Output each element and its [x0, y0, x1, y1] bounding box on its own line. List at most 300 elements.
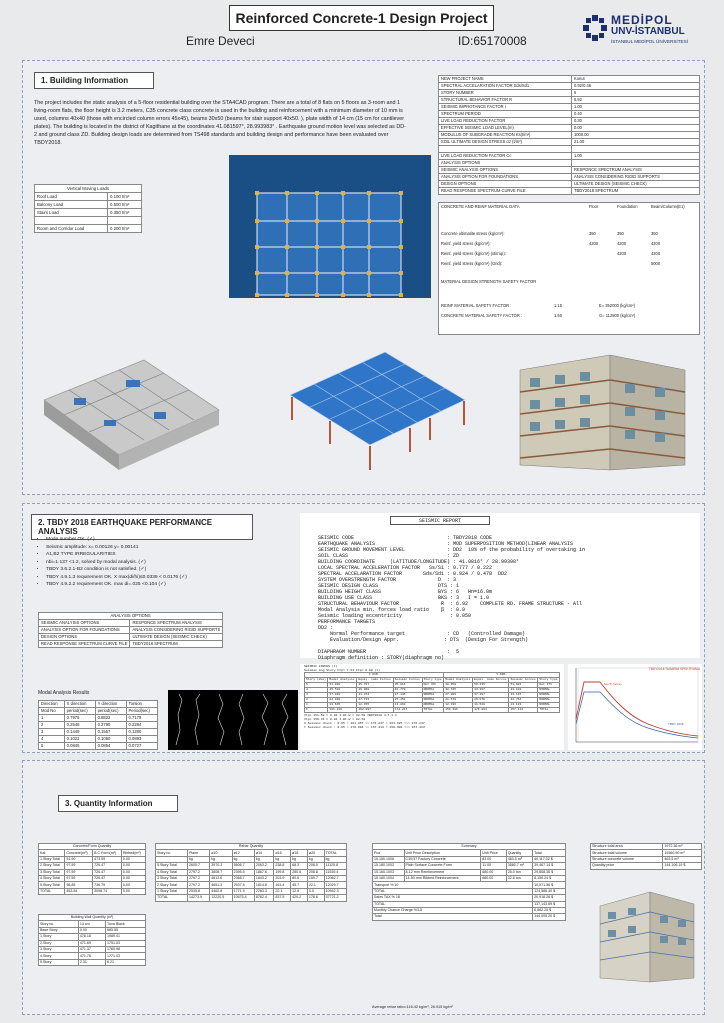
- material-cell: 4200: [617, 241, 627, 246]
- summary-cell: 11.00: [481, 863, 506, 869]
- summary-cell: 83.00: [481, 856, 506, 862]
- modal-cell: period(sec): [64, 708, 95, 715]
- modal-cell: 1: [39, 715, 65, 722]
- force-row: [305, 678, 560, 683]
- wall-cell: Story no: [39, 921, 79, 927]
- modal-row: [39, 708, 158, 715]
- param-cell: 0.40: [571, 111, 699, 118]
- summary-cell: 3580.7 m²: [506, 863, 532, 869]
- wall-cell: 3.Story: [39, 946, 79, 952]
- logo-line-2: UNV-İSTANBUL: [611, 26, 685, 37]
- force-cell: 43.102: [509, 688, 538, 693]
- eq-options-title: ANALYSIS OPTIONS: [39, 613, 223, 620]
- concrete-cell: 98.85: [65, 882, 93, 888]
- wall-cell: 476.18: [78, 934, 105, 940]
- load-row: [35, 201, 142, 209]
- force-cell: NORMAL: [422, 693, 444, 698]
- material-cell: Reinf. yield stress (kg/cm²) (stirrup):: [441, 251, 506, 256]
- forces-header-top: SEISMIC FORCES (t): [304, 664, 338, 668]
- modal-row: [39, 722, 158, 729]
- rebar-cell: 238.8: [274, 863, 291, 869]
- wall-cell: 2.Story: [39, 940, 79, 946]
- summary-cell: Quantity: [506, 850, 532, 856]
- forces-ydir: Y DIR.: [444, 673, 560, 678]
- param-row: [439, 181, 700, 188]
- param-row: [439, 139, 700, 146]
- force-cell: 46.779: [393, 688, 422, 693]
- param-cell: 1.00: [571, 153, 699, 160]
- rebar-cell: 4612.6: [210, 875, 232, 881]
- forces-xdir: X DIR.: [305, 673, 444, 678]
- modal-cell: 3: [39, 729, 65, 736]
- modal-cell: 2: [39, 722, 65, 729]
- param-row: [439, 153, 700, 160]
- material-cell: 5000: [651, 261, 661, 266]
- rebar-cell: 178.6: [307, 895, 324, 901]
- material-cell: 4200: [589, 241, 599, 246]
- force-cell: 27.809: [444, 693, 473, 698]
- safety-cell: G= 112800 (kg/cm²): [599, 313, 636, 318]
- student-id: ID:65170008: [458, 34, 527, 48]
- force-cell: 37.145: [393, 693, 422, 698]
- force-cell: 31.888: [328, 683, 357, 688]
- summary-cell: Unit Price Description: [404, 850, 481, 856]
- summary-cell: 39,467.14 $: [533, 863, 566, 869]
- summary-cell: Poz: [373, 850, 405, 856]
- logo-line-3: İSTANBUL MEDİPOL ÜNİVERSİTESİ: [611, 39, 688, 44]
- concrete-cell: TOTAL: [39, 888, 65, 894]
- university-logo: [583, 10, 703, 50]
- force-cell: 174.247: [393, 708, 422, 713]
- eq-option-row: [39, 620, 223, 627]
- eq-check-item: • TBDY 4.9.1.3 requirement OK. X max(di/hi)≤0.0339 < 0.0176 (✓): [46, 574, 238, 582]
- material-header-foundation: Foundation: [617, 204, 638, 209]
- rebar-cell: kg: [274, 856, 291, 862]
- load-cell: [107, 217, 141, 225]
- modal-cell: 0.7975: [64, 715, 95, 722]
- param-cell: READ RESPONSE SPECTRUM CURVE FILE: [439, 188, 572, 195]
- forces-foot-line: Y Seismic check : 0.95 > 170.904 >> 157.413 > 150.308 >>> 157.413: [304, 725, 425, 729]
- summary-cell: 29,808.36 $: [533, 869, 566, 875]
- material-cell: 350: [589, 231, 596, 236]
- force-cell: 2: [305, 698, 328, 703]
- force-cell: NORMAL: [538, 698, 560, 703]
- rebar-cell: 22.1: [307, 882, 324, 888]
- rebar-cell: 208.8: [307, 869, 324, 875]
- rebar-cell: 80.6: [291, 875, 308, 881]
- structure-cell: Structure concrete volume: [591, 856, 663, 862]
- safety-cell: CONCRETE MATERIAL SAFETY FACTOR :: [441, 313, 523, 318]
- modal-cell: Mod No: [39, 708, 65, 715]
- rebar-cell: ø10: [210, 850, 232, 856]
- force-cell: Modal Analysis: [444, 678, 473, 683]
- eq-check-item: • A1,B2 TYPE IRREGULARITIES: [46, 551, 238, 559]
- summary-cell: Plain Surface Concrete Form: [404, 863, 481, 869]
- eq-option-row: [39, 627, 223, 634]
- loads-title: Vertical Moving Loads: [35, 185, 142, 193]
- section-3-title: 3. Quantity Information: [58, 795, 178, 812]
- concrete-title: Concrete/Form Quantity: [39, 844, 146, 850]
- summary-cell: 25.0 ton: [506, 869, 532, 875]
- force-cell: 13.133: [509, 703, 538, 708]
- param-cell: 5: [571, 90, 699, 97]
- rebar-cell: 837.5: [274, 895, 291, 901]
- rebar-cell: 2797.2: [187, 882, 209, 888]
- force-cell: 161.816: [328, 708, 357, 713]
- force-cell: 5: [305, 683, 328, 688]
- force-cell: 35.014: [393, 683, 422, 688]
- eq-check-item: • Seismic amplitude: x= 0.00126 y= 0.00141: [46, 544, 238, 552]
- param-row: [439, 111, 700, 118]
- rebar-cell: 12.9: [291, 888, 308, 894]
- rebar-cell: 5.Story Total: [156, 863, 188, 869]
- rebar-cell: ø16: [274, 850, 291, 856]
- param-cell: STRUCTURAL BEHAVIOR FACTOR R: [439, 97, 572, 104]
- force-cell: TOTAL: [538, 708, 560, 713]
- param-cell: DESIGN OPTIONS: [439, 181, 572, 188]
- seismic-forces-panel: [300, 664, 564, 750]
- param-cell: STORY NUMBER: [439, 90, 572, 97]
- material-cell: Reinf. yield stress (kg/cm²) (Grid):: [441, 261, 503, 266]
- rebar-cell: 1843.2: [254, 875, 274, 881]
- seismic-report-text: SEISMIC CODE : TBDY2018 CODE EARTHQUAKE ANALYSIS : MOD SUPERPOSITION METHOD(LINEAR ANALYSIS SEISMIC GROUND MOVEMENT LEVEL : DD2 10% of the probability of overtaking in SOIL CLASS : ZD BUILDING COORDINATE (LATITUDE/LONGITUDE) : 41.0816° / 28.99398° LOCAL SPECTRAL ACCELERATION FACTOR Ss/S1 : 0.777 / 0.222 SPECTRAL ACCELARATION FACTOR Sds/Sd1 : 0.924 / 0.478 DD2 SYSTEM OVERSTRENGTH FACTOR D : 3 SEISMIC DESIGN CLASS DTS : 1 BUILDING HEIGHT CLASS BYS : 6 Hn=16.0m BUILDING USE CLASS BKS : 3 I = 1.0 STRUCTURAL BEHAVIOUR FACTOR R : 6.92 COMPLETE RD. FRAME STRUCTURE - All Modal Analysis min. forces load ratio β : 0.9 Seismic loading eccentricity : 0.050 PERFORMANCE TARGETS DD2 : Normal Performance target : CD (Controlled Damage) Evaluation/Design Appr. : DTS (Design For Strength) DIAPHRAGM NUMBER : 5 Diaphragm definition : STORY(diaphragm no): [318, 535, 586, 661]
- rebar-cell: 199.8: [274, 869, 291, 875]
- summary-cell: 680.00: [481, 875, 506, 881]
- param-cell: Konut: [571, 76, 699, 83]
- floor-plan-view: [229, 155, 431, 298]
- rebar-cell: 57721.2: [324, 895, 346, 901]
- average-rebar-ratio: Average rebar ratio=116.42 kg/m³, 26.915 kg/m²: [372, 1005, 453, 1009]
- section-2-title: 2. TBDY 2018 EARTHQUAKE PERFORMANCE ANALYSIS: [31, 514, 253, 540]
- rebar-cell: 1867.6: [254, 869, 274, 875]
- forces-foot-line: Vtp= 161.52 t 0.04 I.Wt.W = 82.58 TBDY2018 4.7.1.1: [304, 713, 397, 717]
- summary-title: Summary: [373, 844, 566, 850]
- force-cell: 24.764: [509, 698, 538, 703]
- force-cell: 41.874: [357, 693, 393, 698]
- concrete-cell: 4.Story Total: [39, 875, 65, 881]
- rebar-cell: 420.2: [291, 895, 308, 901]
- param-row: [439, 160, 700, 167]
- rebar-cell: 2.Story Total: [156, 882, 188, 888]
- force-cell: NORMAL: [422, 698, 444, 703]
- params-table: [438, 75, 700, 195]
- force-cell: Not 4Th: [538, 683, 560, 688]
- 3d-architectural-view: [34, 340, 224, 480]
- eq-option-cell: SEISMIC ANALYSIS OPTIONS: [39, 620, 130, 627]
- modal-row: [39, 736, 158, 743]
- param-row: [439, 146, 700, 153]
- force-cell: 13.863: [393, 703, 422, 708]
- concrete-cell: 0.00: [121, 882, 145, 888]
- modal-cell: 0.8822: [95, 715, 126, 722]
- force-cell: 45.510: [328, 688, 357, 693]
- param-cell: 0.30: [571, 118, 699, 125]
- rebar-cell: 159.7: [307, 875, 324, 881]
- summary-tail-value: 124,586.40 $: [533, 888, 566, 894]
- spectrum-legend-1: Sa (T) (ivme): [604, 682, 622, 686]
- rebar-cell: 4462.8: [210, 888, 232, 894]
- param-cell: 0.92/0.46: [571, 83, 699, 90]
- floor-plan-grid: [229, 155, 431, 298]
- wall-cell: 6.21: [105, 959, 145, 965]
- rebar-quantity-table: [155, 843, 347, 902]
- safety-cell: E= 352000 (kg/cm²): [599, 303, 636, 308]
- force-cell: Story (dia): [305, 678, 328, 683]
- summary-tail-label: Total: [373, 914, 533, 920]
- modal-row: [39, 701, 158, 708]
- summary-cell: 8-12 mm Reinforcement: [404, 869, 481, 875]
- wall-cell: 1751.03: [105, 940, 145, 946]
- concrete-cell: 726.47: [93, 869, 122, 875]
- force-cell: Story type: [422, 678, 444, 683]
- wall-cell: 13 cm: [78, 921, 105, 927]
- param-row: [439, 104, 700, 111]
- summary-tail-value: 20,918.26 $: [533, 895, 566, 901]
- building-info-text: The project includes the static analysis of a 5-floor residential building over the STA4CAD program. There are a total of 8 flats on 5 floors as 3-room and 1 living-room flats, the floor height is 3.2 meters, C35 concrete class concrete is used in the building and reinforcement with a minimum diameter of 10 mm is used, columns 40x40 (those with encircled column errors 45x45), beams 30x50 (beams for stair support 40x50. ), plate width of 14 cm (15 cm for cantilever plates). The building is located in the district of Kagithane at the coordinates 41.081597°, 28.993983° . Earthquake ground motion level was selected as DD-2 and ground class ZD. Building design loads are determined from TS498 standards and building design and performance have been evaluated over TBDY2018.: [34, 100, 406, 146]
- material-cell: 4200: [617, 251, 627, 256]
- structure-cell: Structure total area: [591, 844, 663, 850]
- force-cell: 37.297: [473, 693, 509, 698]
- force-cell: NORMAL: [538, 703, 560, 708]
- modal-row: [39, 715, 158, 722]
- force-cell: 157.413: [509, 708, 538, 713]
- rebar-cell: ø12: [232, 850, 254, 856]
- rebar-cell: 11125.8: [324, 863, 346, 869]
- rebar-cell: 10675.4: [232, 895, 254, 901]
- force-cell: 43.267: [473, 688, 509, 693]
- rebar-cell: 4651.3: [210, 882, 232, 888]
- concrete-cell: 0.00: [121, 863, 145, 869]
- force-cell: 4: [305, 688, 328, 693]
- concrete-cell: 463.54: [65, 888, 93, 894]
- modal-cell: 0.7179: [126, 715, 158, 722]
- rebar-cell: 0.0: [307, 888, 324, 894]
- load-cell: Stairs Load: [35, 209, 108, 217]
- load-cell: Room and Corridor Load: [35, 225, 108, 233]
- load-row: [35, 217, 142, 225]
- param-row: [439, 76, 700, 83]
- safety-title: MATERIAL DESIGN STRENGTH SAFETY FACTOR: [441, 279, 537, 284]
- summary-tail-value: 6,862.20 $: [533, 907, 566, 913]
- structure-cell: 463.5 m³: [663, 856, 702, 862]
- wall-cell: 685.55: [105, 927, 145, 933]
- rebar-cell: kg: [232, 856, 254, 862]
- wall-cell: 0.00: [78, 927, 105, 933]
- spectrum-title: TBDY2018 TASARIM SPEKTRUMU: [648, 667, 700, 671]
- rebar-cell: 11539.4: [324, 869, 346, 875]
- rebar-cell: 2797.2: [187, 875, 209, 881]
- rebar-cell: 68.3: [291, 863, 308, 869]
- concrete-cell: 97.59: [65, 869, 93, 875]
- wall-cell: 5.Story: [39, 959, 79, 965]
- force-cell: 51.682: [509, 683, 538, 688]
- load-cell: 0.500 t/m²: [107, 201, 141, 209]
- material-cell: 350: [617, 231, 624, 236]
- structure-cell: 1972.36 m²: [663, 844, 702, 850]
- wall-row: [39, 959, 146, 965]
- concrete-cell: 473.59: [93, 856, 122, 862]
- modal-cell: 0.0854: [95, 743, 126, 750]
- wall-cell: Tuxa Black: [105, 921, 145, 927]
- modal-row: [39, 743, 158, 750]
- wall-cell: 1.Story: [39, 934, 79, 940]
- concrete-cell: B.C.Form(m²): [93, 850, 122, 856]
- summary-tail-value: 144,005.20 $: [533, 914, 566, 920]
- param-cell: 1000.00: [571, 132, 699, 139]
- modal-cell: 0.1449: [64, 729, 95, 736]
- modal-cell: Period(sec): [126, 708, 158, 715]
- rebar-cell: 1.Story Total: [156, 888, 188, 894]
- param-cell: [571, 160, 699, 167]
- eq-check-list: [38, 536, 238, 589]
- force-cell: Seismic Forces: [393, 678, 422, 683]
- summary-table: [372, 843, 566, 921]
- mode-shapes-view: [168, 690, 298, 750]
- param-cell: 1.00: [571, 104, 699, 111]
- structure-cell: 144,106.19 $: [663, 863, 702, 869]
- concrete-cell: 3098.74: [93, 888, 122, 894]
- rebar-cell: 5606.7: [232, 863, 254, 869]
- force-cell: Not 4Th: [422, 683, 444, 688]
- eq-check-item: • nbi=1.137 <1.2, solved by modal analysis. (✓): [46, 559, 238, 567]
- summary-tail-value: 10,571.56 $: [533, 882, 566, 888]
- concrete-cell: 97.59: [65, 863, 93, 869]
- concrete-cell: 1.Story Total: [39, 856, 65, 862]
- load-row: [35, 209, 142, 217]
- force-cell: 33.145: [509, 693, 538, 698]
- load-cell: 0.200 t/m²: [107, 225, 141, 233]
- concrete-cell: 0.00: [121, 875, 145, 881]
- param-row: [439, 174, 700, 181]
- param-cell: SEISMIC IMPROTANCE FACTOR I: [439, 104, 572, 111]
- rebar-cell: 208.5: [307, 863, 324, 869]
- material-cell: Reinf. yield stress (kg/cm²):: [441, 241, 491, 246]
- rebar-cell: 10942.3: [324, 888, 346, 894]
- summary-tail-label: Sales TAX % 18: [373, 895, 533, 901]
- param-row: [439, 132, 700, 139]
- concrete-cell: Ribbed(m²): [121, 850, 145, 856]
- rebar-cell: 203.9: [274, 875, 291, 881]
- concrete-row: [39, 888, 146, 894]
- seismic-report-panel: [300, 513, 700, 661]
- material-cell: 4200: [651, 251, 661, 256]
- concrete-cell: 91.90: [65, 856, 93, 862]
- rebar-cell: 1814.8: [254, 882, 274, 888]
- wall-cell: Base Story: [39, 927, 79, 933]
- param-cell: ULTIMATE DESIGN (SEISMIC CHECK): [571, 181, 699, 188]
- 3d-building-render-bottom: [590, 878, 702, 990]
- wall-quantity-table: [38, 914, 146, 966]
- material-cell: 4200: [651, 241, 661, 246]
- wall-cell: 1760.98: [105, 946, 145, 952]
- force-cell: 21.670: [444, 698, 473, 703]
- load-row: [35, 193, 142, 201]
- modal-cell: 0.1280: [126, 729, 158, 736]
- rebar-cell: kg: [210, 856, 232, 862]
- medipol-emblem-icon: [583, 14, 607, 42]
- forces-foot-line: Vtp= 150.31 t 0.04 I.Wt.W = 82.58: [304, 717, 366, 721]
- param-row: [439, 125, 700, 132]
- force-cell: 48.350: [444, 683, 473, 688]
- force-cell: 3: [305, 693, 328, 698]
- modal-cell: 0.0727: [126, 743, 158, 750]
- param-cell: 21.00: [571, 139, 699, 146]
- force-cell: Σ: [305, 708, 328, 713]
- concrete-cell: 726.47: [93, 863, 122, 869]
- eq-option-row: [39, 634, 223, 641]
- modal-cell: X direction: [64, 701, 95, 708]
- param-cell: TBDY2018 SPECTRUM: [571, 188, 699, 195]
- param-row: [439, 83, 700, 90]
- force-cell: 11.529: [473, 703, 509, 708]
- modal-results-title: Modal Analysis Results: [38, 690, 90, 696]
- rebar-cell: 2283.3: [254, 888, 274, 894]
- concrete-cell: 3.Story Total: [39, 869, 65, 875]
- material-cell: 350: [651, 231, 658, 236]
- param-row: [439, 188, 700, 195]
- summary-tail-row: [373, 914, 566, 920]
- force-cell: 38.725: [444, 688, 473, 693]
- rebar-row: [156, 895, 347, 901]
- concrete-cell: 5.Story Total: [39, 882, 65, 888]
- force-cell: 27.723: [357, 698, 393, 703]
- rebar-cell: Plane: [187, 850, 209, 856]
- loads-table: [34, 184, 142, 233]
- force-cell: 13.635: [328, 703, 357, 708]
- force-cell: Story type: [538, 678, 560, 683]
- modal-cell: 0.1022: [64, 736, 95, 743]
- summary-cell: 32.6 ton: [506, 875, 532, 881]
- safety-cell: 1.15: [554, 303, 562, 308]
- structure-cell: 19360.90 m³: [663, 850, 702, 856]
- poster-title: Reinforced Concrete-1 Design Project: [229, 5, 494, 31]
- modal-results-table: [38, 700, 158, 750]
- rebar-cell: 2605.7: [187, 863, 209, 869]
- modal-cell: period(sec): [95, 708, 126, 715]
- force-cell: 35.707: [357, 683, 393, 688]
- material-header-beam: Beam/Column(E1): [651, 204, 685, 209]
- load-row: [35, 225, 142, 233]
- rebar-cell: 2368.7: [232, 875, 254, 881]
- eq-option-cell: DESIGN OPTIONS: [39, 634, 130, 641]
- material-header-title: CONCRETE AND REINF MATERIAL DATA: [441, 204, 520, 209]
- summary-cell: 680.00: [481, 869, 506, 875]
- concrete-cell: 736.75: [93, 882, 122, 888]
- rebar-cell: 22.1: [274, 888, 291, 894]
- rebar-cell: 2535.8: [187, 888, 209, 894]
- concrete-cell: Concrete(m³): [65, 850, 93, 856]
- wall-cell: 1771.03: [105, 953, 145, 959]
- design-spectrum-chart: [568, 664, 702, 750]
- param-row: [439, 90, 700, 97]
- force-cell: NORMAL: [538, 688, 560, 693]
- param-cell: SPECTRUM PERIOD: [439, 111, 572, 118]
- rebar-cell: kg: [254, 856, 274, 862]
- load-cell: 0.100 t/m²: [107, 193, 141, 201]
- modal-cell: 0.1060: [95, 736, 126, 743]
- wall-cell: 4.Story: [39, 953, 79, 959]
- force-cell: Seismic Forces: [509, 678, 538, 683]
- concrete-cell: 726.47: [93, 875, 122, 881]
- force-cell: 1: [305, 703, 328, 708]
- load-cell: Balcony Load: [35, 201, 108, 209]
- param-row: [439, 118, 700, 125]
- wall-cell: 1989.41: [105, 934, 145, 940]
- param-cell: MODULUS OF SUBGRADE REACTION Ks(t/m³): [439, 132, 572, 139]
- rebar-cell: 2797.2: [187, 869, 209, 875]
- structure-info-table: [590, 843, 702, 870]
- force-cell: NORMAL: [422, 703, 444, 708]
